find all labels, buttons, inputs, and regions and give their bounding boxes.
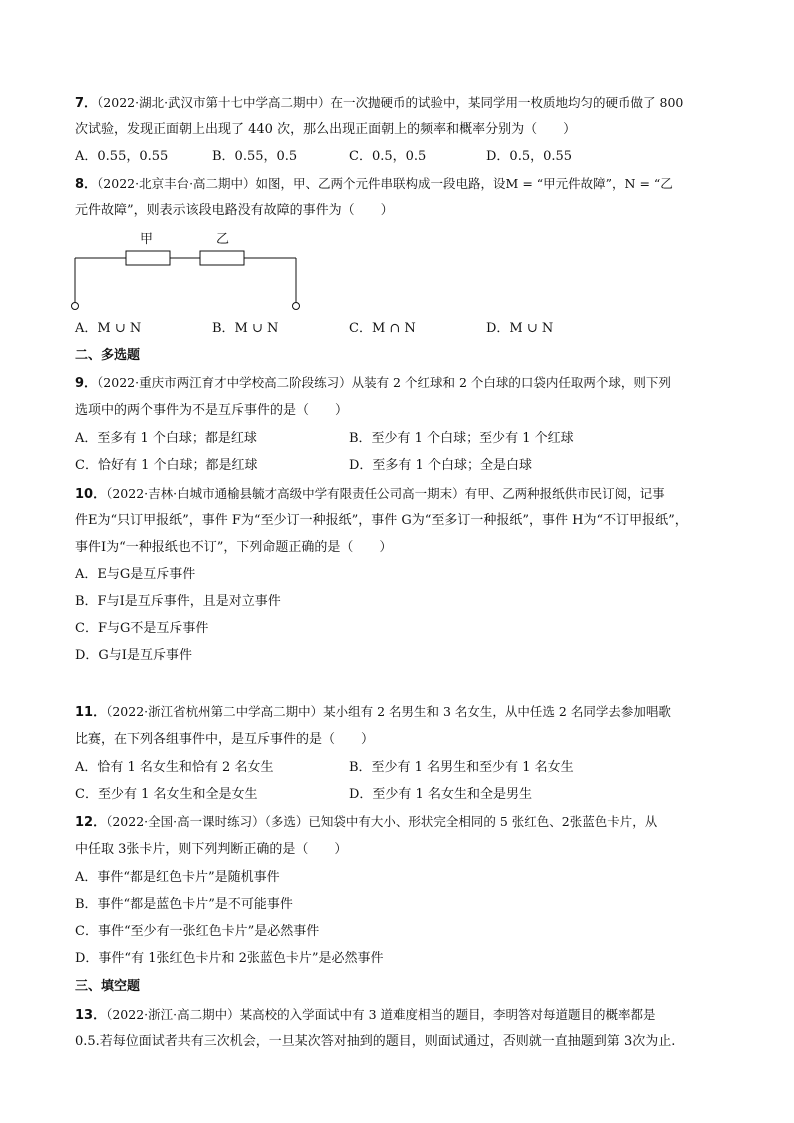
q7-line-2: 次试验，发现正面朝上出现了 440 次，那么出现正面朝上的频率和概率分别为（ ） bbox=[75, 122, 577, 137]
q8-line-2: 元件故障”，则表示该段电路没有故障的事件为（ ） bbox=[75, 203, 394, 218]
q10-line-1 bbox=[75, 485, 735, 504]
q8-option-c: C．M ∩ N bbox=[349, 321, 416, 336]
q11-option-a: A．恰有 1 名女生和恰有 2 名女生 bbox=[75, 760, 274, 775]
q7-option-d: D．0.5，0.55 bbox=[486, 149, 573, 164]
q7-option-b: B．0.55，0.5 bbox=[212, 149, 298, 164]
q11-line-2: 比赛，在下列各组事件中，是互斥事件的是（ ） bbox=[75, 732, 375, 747]
q11-option-c: C．至少有 1 名女生和全是女生 bbox=[75, 787, 258, 802]
component-yi bbox=[200, 251, 244, 265]
component-jia bbox=[126, 251, 170, 265]
q12-option-b: B．事件“都是蓝色卡片”是不可能事件 bbox=[75, 897, 293, 912]
q10-number: 10． bbox=[75, 487, 107, 502]
q13-number: 13． bbox=[75, 1008, 107, 1023]
q7-number: 7． bbox=[75, 96, 98, 111]
q12-option-a: A．事件“都是红色卡片”是随机事件 bbox=[75, 870, 280, 885]
q8-option-d: D．M ∪ N bbox=[486, 321, 554, 336]
q12-option-d: D．事件“有 1张红色卡片和 2张蓝色卡片”是必然事件 bbox=[75, 951, 384, 966]
q9-option-b: B．至少有 1 个白球；至少有 1 个红球 bbox=[349, 431, 574, 446]
q10-option-d: D．G与I是互斥事件 bbox=[75, 648, 192, 663]
label-yi: 乙 bbox=[216, 232, 230, 247]
q11-option-d: D．至少有 1 名女生和全是男生 bbox=[349, 787, 532, 802]
label-jia: 甲 bbox=[140, 232, 154, 247]
q7-line-1 bbox=[75, 94, 735, 113]
q10-text-1: （2022·吉林·白城市通榆县毓才高级中学有限责任公司高一期末）有甲、乙两种报纸供市民订阅，记事 bbox=[106, 486, 665, 501]
circuit-diagram bbox=[70, 226, 310, 312]
q13-line-1 bbox=[75, 1006, 735, 1025]
q10-option-b: B．F与I是互斥事件，且是对立事件 bbox=[75, 594, 281, 609]
q13-line-2: 0.5.若每位面试者共有三次机会，一旦某次答对抽到的题目，则面试通过，否则就一直抽题到第 3次为止. bbox=[75, 1034, 676, 1049]
q12-line-1 bbox=[75, 813, 735, 832]
q7-option-c: C．0.5，0.5 bbox=[349, 149, 427, 164]
q11-line-1 bbox=[75, 703, 735, 722]
q7-option-a: A．0.55，0.55 bbox=[75, 149, 169, 164]
q10-option-a: A．E与G是互斥事件 bbox=[75, 567, 196, 582]
q9-option-a: A．至多有 1 个白球；都是红球 bbox=[75, 431, 257, 446]
q9-option-c: C．恰好有 1 个白球；都是红球 bbox=[75, 458, 258, 473]
q9-text-1: （2022·重庆市两江育才中学校高二阶段练习）从装有 2 个红球和 2 个白球的口袋内任取两个球，则下列 bbox=[97, 375, 671, 390]
q9-number: 9． bbox=[75, 376, 98, 391]
q12-option-c: C．事件“至少有一张红色卡片”是必然事件 bbox=[75, 924, 320, 939]
q10-line-2: 件E为“只订甲报纸”，事件 F为“至少订一种报纸”，事件 G为“至多订一种报纸”，事件 H为“不订甲报纸”， bbox=[75, 513, 688, 528]
q8-text-1: （2022·北京丰台·高二期中）如图，甲、乙两个元件串联构成一段电路，设M = “甲元件故障”，N = “乙 bbox=[97, 176, 673, 191]
q9-option-d: D．至多有 1 个白球；全是白球 bbox=[349, 458, 532, 473]
q10-option-c: C．F与G不是互斥事件 bbox=[75, 621, 209, 636]
section-fill-in-heading: 三、填空题 bbox=[75, 979, 141, 994]
section-multiple-choice-heading: 二、多选题 bbox=[75, 348, 141, 363]
terminal-right bbox=[293, 303, 300, 310]
q10-line-3: 事件I为“一种报纸也不订”，下列命题正确的是（ ） bbox=[75, 540, 393, 555]
q12-number: 12． bbox=[75, 815, 107, 830]
terminal-left bbox=[72, 303, 79, 310]
q12-line-2: 中任取 3张卡片，则下列判断正确的是（ ） bbox=[75, 842, 348, 857]
q8-option-a: A．M ∪ N bbox=[75, 321, 142, 336]
q11-text-1: （2022·浙江省杭州第二中学高二期中）某小组有 2 名男生和 3 名女生，从中任选 2 名同学去参加唱歌 bbox=[106, 704, 671, 719]
q12-text-1: （2022·全国·高一课时练习）（多选）已知袋中有大小、形状完全相同的 5 张红色、2张蓝色卡片，从 bbox=[106, 814, 658, 829]
q7-text-1: （2022·湖北·武汉市第十七中学高二期中）在一次抛硬币的试验中，某同学用一枚质地均匀的硬币做了 800 bbox=[97, 95, 684, 110]
q9-line-2: 选项中的两个事件为不是互斥事件的是（ ） bbox=[75, 403, 349, 418]
q8-line-1 bbox=[75, 175, 735, 194]
q13-text-1: （2022·浙江·高二期中）某高校的入学面试中有 3 道难度相当的题目，李明答对每道题目的概率都是 bbox=[106, 1007, 656, 1022]
q9-line-1 bbox=[75, 374, 735, 393]
q11-option-b: B．至少有 1 名男生和至少有 1 名女生 bbox=[349, 760, 574, 775]
q8-option-b: B．M ∪ N bbox=[212, 321, 279, 336]
q8-number: 8． bbox=[75, 177, 98, 192]
q11-number: 11． bbox=[75, 705, 107, 720]
